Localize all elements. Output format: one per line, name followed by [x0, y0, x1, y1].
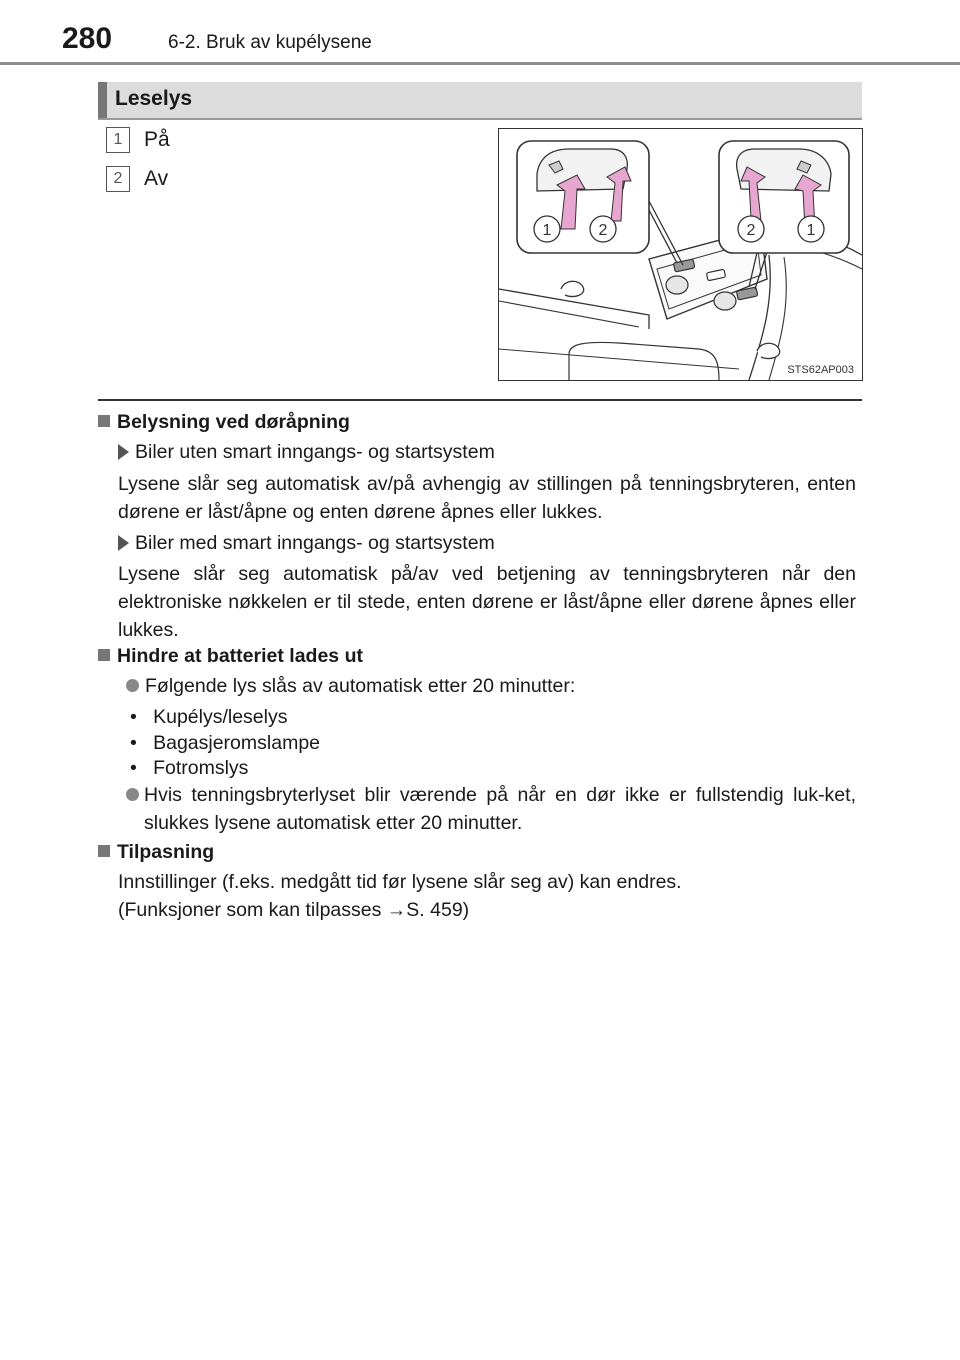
square-bullet-icon [98, 845, 110, 857]
chapter-title: 6-2. Bruk av kupélysene [168, 32, 372, 53]
battery-bullet-1: Følgende lys slås av automatisk etter 20 minutter: [126, 672, 575, 700]
custom-paragraph-2: (Funksjoner som kan tilpasses →S. 459) [118, 899, 470, 921]
reading-light-illustration [498, 128, 863, 381]
step-label-on: På [144, 128, 170, 151]
callout-left-2: 2 [598, 222, 608, 239]
triangle-bullet-icon [118, 535, 129, 551]
battery-bullet-2: Hvis tenningsbryterlyset blir værende på når en dør ikke er fullstendig luk-ket, slukkes lysene automatisk etter 20 minutter. [144, 784, 856, 834]
battery-bullet-2-marker [126, 781, 142, 809]
figure-code: STS62AP003 [787, 364, 854, 376]
door-paragraph-2: Lysene slår seg automatisk på/av ved betjening av tenningsbryteren når den elektroniske nøkkelen er til stede, enten dørene er låst/åpne eller dørene åpnes eller lukkes. [118, 563, 856, 641]
square-bullet-icon [98, 415, 110, 427]
page-reference-link[interactable]: S. 459) [406, 899, 470, 921]
arrow-right-icon: → [386, 899, 407, 921]
step-number-1: 1 [106, 127, 130, 153]
custom-heading: Tilpasning [98, 838, 214, 866]
door-subheading-2: Biler med smart inngangs- og startsystem [118, 529, 495, 557]
body-divider [98, 399, 862, 401]
battery-heading: Hindre at batteriet lades ut [98, 642, 363, 670]
page-number: 280 [62, 22, 113, 55]
section-accent [98, 82, 107, 118]
callout-right-2: 2 [746, 222, 756, 239]
door-paragraph-1: Lysene slår seg automatisk av/på avhengig av stillingen på tenningsbryteren, enten dørene er låst/åpne og enten dørene åpnes eller lukkes. [118, 473, 856, 523]
door-subheading-1: Biler uten smart inngangs- og startsystem [118, 438, 495, 466]
battery-list-item: • Kupélys/leselys [130, 706, 288, 728]
section-title: Leselys [115, 87, 193, 110]
header-rule [0, 62, 960, 65]
overhead-console-drawing [499, 129, 862, 380]
triangle-bullet-icon [118, 444, 129, 460]
circle-bullet-icon [126, 679, 139, 692]
callout-left-1: 1 [542, 222, 552, 239]
square-bullet-icon [98, 649, 110, 661]
step-label-off: Av [144, 167, 169, 190]
page-header [62, 22, 960, 62]
door-heading: Belysning ved døråpning [98, 408, 350, 436]
battery-list-item: • Fotromslys [130, 757, 249, 779]
section-heading-bar [98, 82, 862, 120]
callout-right-1: 1 [806, 222, 816, 239]
circle-bullet-icon [126, 788, 139, 801]
battery-list-item: • Bagasjeromslampe [130, 732, 321, 754]
custom-paragraph-1: Innstillinger (f.eks. medgått tid før lysene slår seg av) kan endres. [118, 871, 682, 893]
step-number-2: 2 [106, 166, 130, 192]
